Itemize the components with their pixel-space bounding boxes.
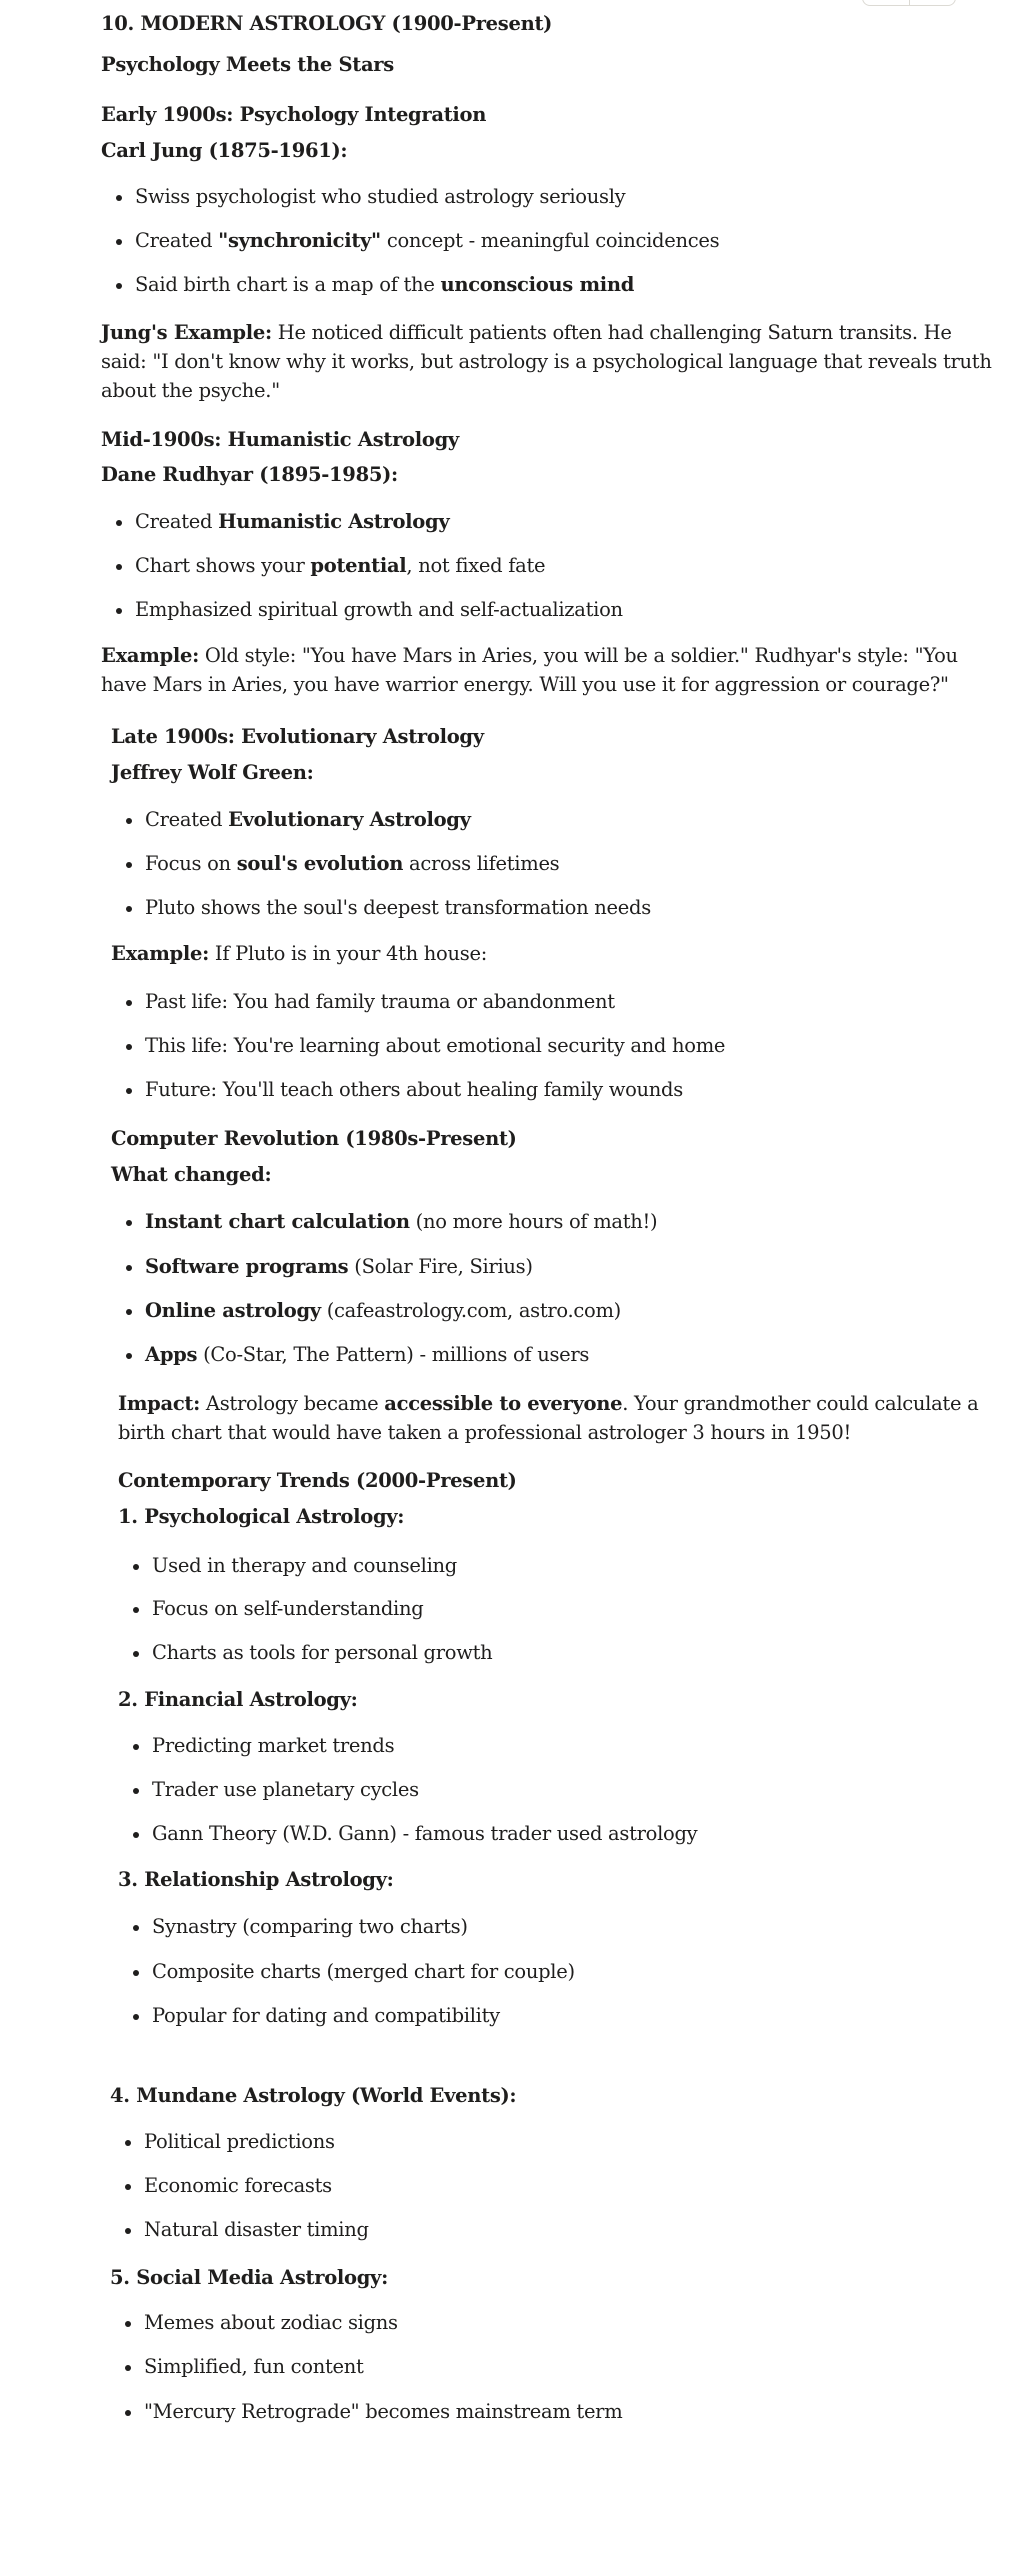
person-heading: Dane Rudhyar (1895-1985): (101, 463, 398, 486)
section-heading: Contemporary Trends (2000-Present) (118, 1469, 517, 1492)
list-item: Software programs (Solar Fire, Sirius) (145, 1252, 533, 1282)
list-item: Predicting market trends (152, 1731, 394, 1761)
list-item: Past life: You had family trauma or abandonment (145, 987, 615, 1017)
list-item: Apps (Co-Star, The Pattern) - millions of users (145, 1340, 589, 1370)
page-title: 10. MODERN ASTROLOGY (1900-Present) (101, 12, 553, 35)
list-item: Focus on self-understanding (152, 1594, 423, 1624)
list-item: Natural disaster timing (144, 2215, 369, 2245)
impact-paragraph: Impact: Astrology became accessible to everyone. Your grandmother could calculate a birth chart that would have taken a professional astrologer 3 hours in 1950! (118, 1392, 979, 1444)
list-item: Political predictions (144, 2127, 335, 2157)
subtitle: Psychology Meets the Stars (101, 53, 394, 76)
list-item: Created Humanistic Astrology (135, 507, 449, 537)
section-heading: Computer Revolution (1980s-Present) (111, 1127, 517, 1150)
group-heading: 2. Financial Astrology: (118, 1688, 358, 1711)
group-heading: 5. Social Media Astrology: (110, 2266, 388, 2289)
list-item: Used in therapy and counseling (152, 1551, 457, 1581)
list-item: Future: You'll teach others about healing family wounds (145, 1075, 683, 1105)
list-item: Emphasized spiritual growth and self-actualization (135, 595, 623, 625)
list-item: Trader use planetary cycles (152, 1775, 419, 1805)
list-item: Said birth chart is a map of the unconscious mind (135, 270, 634, 300)
list-item: Swiss psychologist who studied astrology seriously (135, 182, 625, 212)
person-heading: Carl Jung (1875-1961): (101, 139, 348, 162)
message-actions (862, 0, 956, 6)
copy-button[interactable] (863, 0, 910, 5)
group-heading: 3. Relationship Astrology: (118, 1868, 394, 1891)
section-heading: Mid-1900s: Humanistic Astrology (101, 428, 459, 451)
list-item: Created "synchronicity" concept - meaningful coincidences (135, 226, 719, 256)
example-paragraph: Jung's Example: He noticed difficult patients often had challenging Saturn transits. He said: "I don't know why it works, but astrology is a psychological language that reveals truth about the psyche." (101, 321, 992, 402)
list-item: Chart shows your potential, not fixed fate (135, 551, 545, 581)
person-heading: Jeffrey Wolf Green: (111, 761, 314, 784)
list-item: "Mercury Retrograde" becomes mainstream term (144, 2397, 622, 2427)
list-item: Synastry (comparing two charts) (152, 1912, 468, 1942)
example-paragraph: Example: Old style: "You have Mars in Aries, you will be a soldier." Rudhyar's style: "You have Mars in Aries, you have warrior energy. Will you use it for aggression or courage?" (101, 644, 958, 696)
list-item: This life: You're learning about emotional security and home (145, 1031, 725, 1061)
group-heading: 4. Mundane Astrology (World Events): (110, 2084, 517, 2107)
group-heading: 1. Psychological Astrology: (118, 1505, 405, 1528)
list-item: Instant chart calculation (no more hours of math!) (145, 1207, 657, 1237)
list-item: Memes about zodiac signs (144, 2308, 398, 2338)
list-item: Pluto shows the soul's deepest transformation needs (145, 893, 651, 923)
list-item: Gann Theory (W.D. Gann) - famous trader used astrology (152, 1819, 697, 1849)
list-item: Simplified, fun content (144, 2352, 364, 2382)
subheading: What changed: (111, 1163, 272, 1186)
list-item: Charts as tools for personal growth (152, 1638, 492, 1668)
list-item: Created Evolutionary Astrology (145, 805, 471, 835)
section-heading: Late 1900s: Evolutionary Astrology (111, 725, 484, 748)
list-item: Focus on soul's evolution across lifetimes (145, 849, 559, 879)
list-item: Online astrology (cafeastrology.com, astro.com) (145, 1296, 621, 1326)
section-heading: Early 1900s: Psychology Integration (101, 103, 487, 126)
example-paragraph: Example: If Pluto is in your 4th house: (111, 942, 487, 965)
more-button[interactable] (910, 0, 956, 5)
list-item: Economic forecasts (144, 2171, 332, 2201)
list-item: Popular for dating and compatibility (152, 2001, 500, 2031)
list-item: Composite charts (merged chart for couple) (152, 1957, 575, 1987)
